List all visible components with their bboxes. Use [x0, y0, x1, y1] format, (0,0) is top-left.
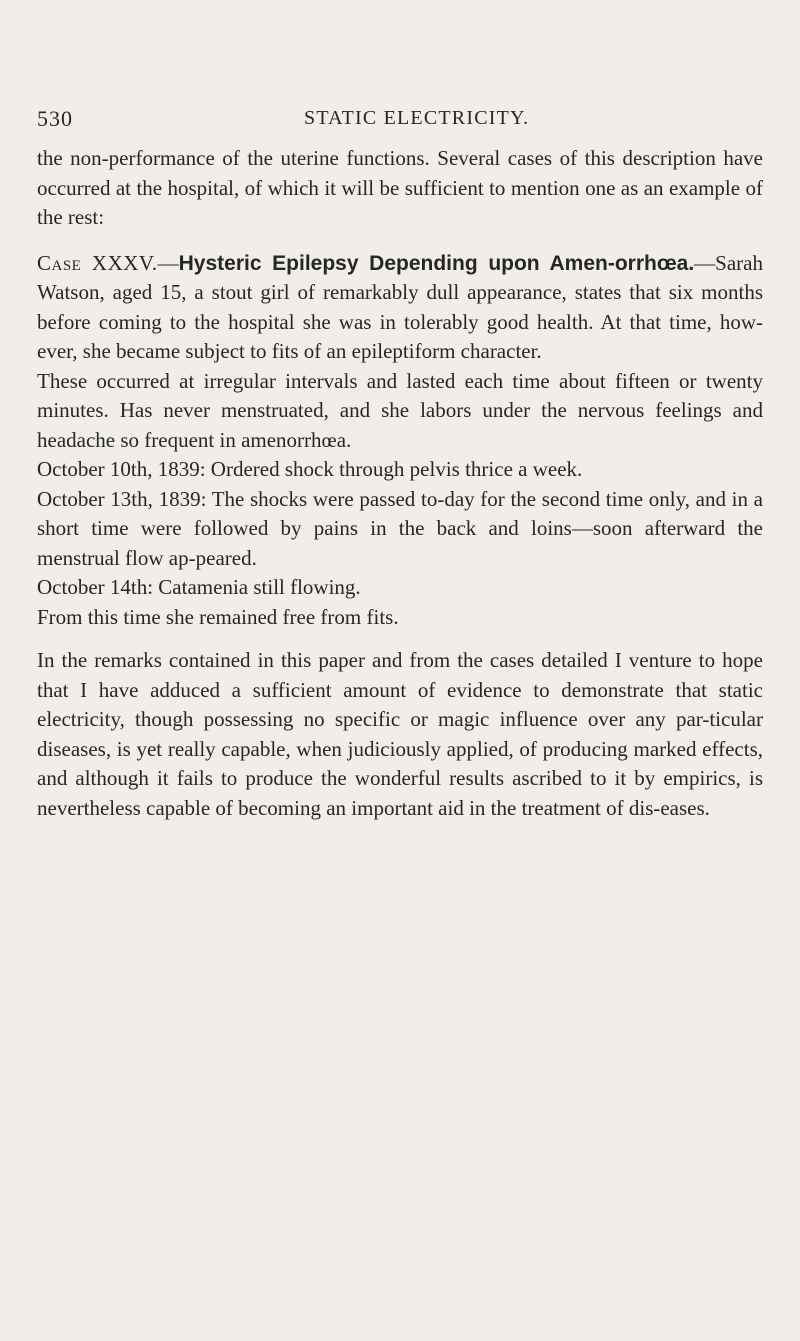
case-heading-paragraph	[37, 249, 763, 367]
page-header	[37, 106, 763, 136]
case-dash: —	[157, 250, 179, 275]
case-entry-oct-14: October 14th: Catamenia still flowing.	[37, 575, 361, 599]
body-text	[37, 144, 763, 823]
case-entry-oct-13: October 13th, 1839: The shocks were passed to-day for the second time only, and in a short time were followed by pains in the back and loins—soon afterward the menstrual flow ap-peared.	[37, 486, 763, 570]
running-head: STATIC ELECTRICITY.	[304, 107, 530, 129]
case-body: —Sarah Watson, aged 15, a stout girl of remarkably dull appearance, states that six months before coming to the hospital she was in tolerably good health. At that time, how-ever, she became subject to fits of an epileptiform character.	[37, 250, 763, 363]
closing-paragraph: In the remarks contained in this paper and from the cases detailed I venture to hope that I have adduced a sufficient amount of evidence to demonstrate that static electricity, though possessing no specific or magic influence over any par-ticular diseases, is yet really capable, when judiciously applied, of producing marked effects, and although it fails to produce the wonderful results ascribed to it by empirics, is nevertheless capable of becoming an important aid in the treatment of dis-eases.	[37, 648, 763, 820]
intro-paragraph: the non-performance of the uterine functions. Several cases of this description have occurred at the hospital, of which it will be sufficient to mention one as an example of the rest:	[37, 146, 763, 229]
case-label: Case XXXV.	[37, 250, 158, 275]
case-body-continued: These occurred at irregular intervals and lasted each time about fifteen or twenty minutes. Has never menstruated, and she labors under the nervous feelings and headache so frequent in amenorrhœa.	[37, 368, 763, 452]
case-entry-outcome: From this time she remained free from fits.	[37, 604, 399, 629]
case-report	[37, 249, 763, 633]
case-entry-oct-10: October 10th, 1839: Ordered shock through pelvis thrice a week.	[37, 457, 583, 481]
page-number: 530	[37, 106, 73, 131]
case-title: Hysteric Epilepsy Depending upon Amen-orrhœa.	[178, 251, 695, 275]
